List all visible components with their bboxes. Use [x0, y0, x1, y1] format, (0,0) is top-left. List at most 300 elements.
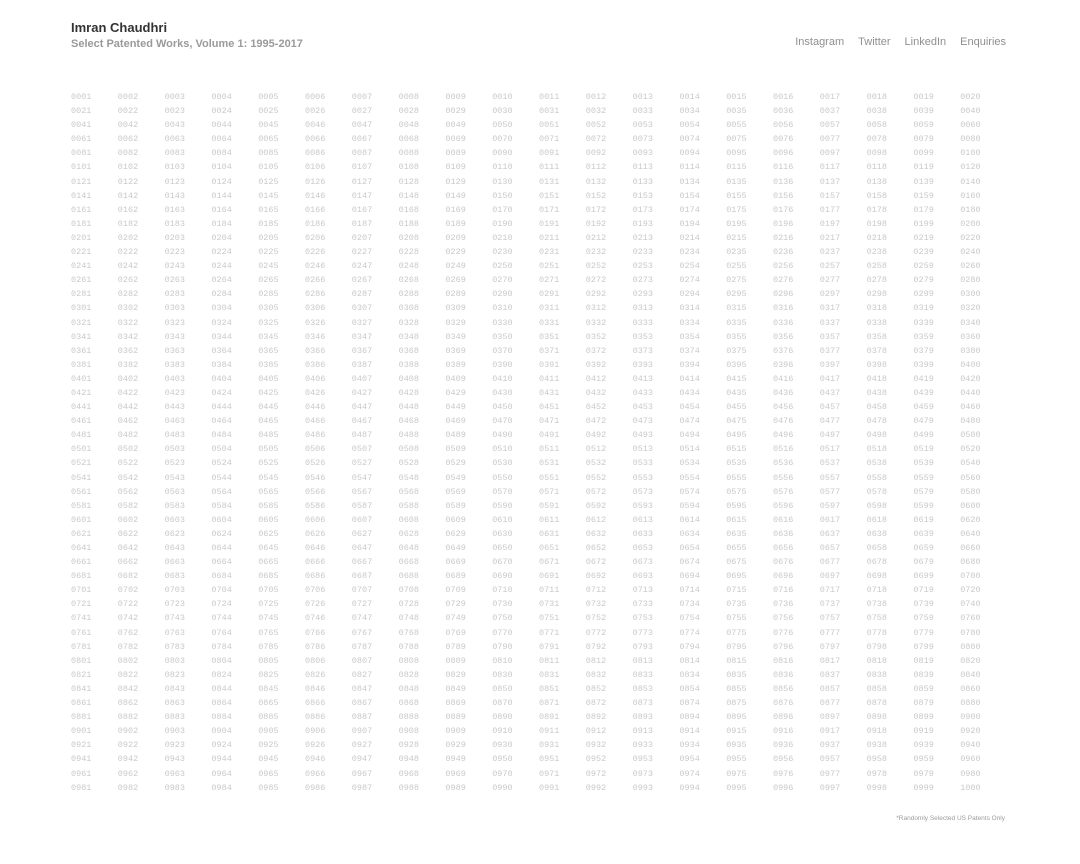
patent-link[interactable]: 0476: [772, 416, 794, 427]
patent-link[interactable]: 0789: [445, 641, 466, 652]
patent-link[interactable]: 0596: [772, 500, 794, 511]
patent-link[interactable]: 0690: [492, 571, 513, 582]
patent-link[interactable]: 0497: [819, 430, 841, 441]
patent-link[interactable]: 0761: [71, 627, 92, 638]
patent-link[interactable]: 0615: [726, 514, 747, 525]
patent-link[interactable]: 0153: [632, 190, 653, 201]
patent-link[interactable]: 0583: [164, 500, 185, 511]
patent-link[interactable]: 0256: [772, 261, 794, 272]
patent-link[interactable]: 0394: [679, 359, 700, 370]
patent-link[interactable]: 0379: [913, 345, 934, 356]
patent-link[interactable]: 0137: [819, 176, 841, 187]
patent-link[interactable]: 0534: [679, 458, 700, 469]
patent-link[interactable]: 0391: [538, 359, 560, 370]
patent-link[interactable]: 0195: [726, 218, 747, 229]
patent-link[interactable]: 0898: [866, 712, 887, 723]
patent-link[interactable]: 0834: [679, 669, 700, 680]
patent-link[interactable]: 0477: [819, 416, 841, 427]
patent-link[interactable]: 0158: [866, 190, 887, 201]
patent-link[interactable]: 0209: [445, 232, 466, 243]
patent-link[interactable]: 0984: [211, 782, 232, 793]
patent-link[interactable]: 0089: [445, 148, 466, 159]
patent-link[interactable]: 0459: [913, 402, 934, 413]
patent-link[interactable]: 0959: [913, 754, 934, 765]
patent-link[interactable]: 0287: [351, 289, 373, 300]
patent-link[interactable]: 0667: [351, 557, 373, 568]
patent-link[interactable]: 0723: [164, 599, 185, 610]
patent-link[interactable]: 0461: [71, 416, 92, 427]
patent-link[interactable]: 0653: [632, 543, 653, 553]
patent-link[interactable]: 0228: [398, 247, 419, 258]
patent-link[interactable]: 0163: [164, 204, 185, 215]
patent-link[interactable]: 0495: [726, 430, 747, 441]
patent-link[interactable]: 0837: [819, 669, 841, 680]
patent-link[interactable]: 0457: [819, 402, 841, 413]
patent-link[interactable]: 0861: [71, 698, 92, 709]
patent-link[interactable]: 0542: [117, 472, 139, 483]
patent-link[interactable]: 0673: [632, 557, 653, 568]
patent-link[interactable]: 0292: [585, 289, 607, 300]
patent-link[interactable]: 0327: [351, 317, 373, 328]
patent-link[interactable]: 0522: [117, 458, 139, 469]
patent-link[interactable]: 0982: [117, 782, 139, 793]
patent-link[interactable]: 0636: [772, 528, 794, 539]
patent-link[interactable]: 0899: [913, 712, 934, 723]
patent-link[interactable]: 0123: [164, 176, 185, 187]
patent-link[interactable]: 0307: [351, 303, 373, 314]
patent-link[interactable]: 0169: [445, 204, 466, 215]
patent-link[interactable]: 0263: [164, 275, 185, 286]
patent-link[interactable]: 0112: [585, 162, 607, 173]
patent-link[interactable]: 0199: [913, 218, 934, 229]
patent-link[interactable]: 0442: [117, 402, 139, 413]
patent-link[interactable]: 0282: [117, 289, 139, 300]
patent-link[interactable]: 0597: [819, 500, 841, 511]
patent-link[interactable]: 0054: [679, 120, 700, 131]
patent-link[interactable]: 0168: [398, 204, 419, 215]
patent-link[interactable]: 0767: [351, 627, 373, 638]
patent-link[interactable]: 0456: [772, 402, 794, 413]
patent-link[interactable]: 0550: [492, 472, 513, 483]
patent-link[interactable]: 0811: [538, 655, 560, 666]
patent-link[interactable]: 0945: [258, 754, 279, 765]
patent-link[interactable]: 0432: [585, 387, 607, 398]
patent-link[interactable]: 0989: [445, 782, 466, 793]
patent-link[interactable]: 0186: [304, 218, 326, 229]
patent-link[interactable]: 0174: [679, 204, 700, 215]
patent-link[interactable]: 0647: [351, 543, 373, 553]
patent-link[interactable]: 0073: [632, 134, 653, 145]
patent-link[interactable]: 0115: [726, 162, 747, 173]
patent-link[interactable]: 0383: [164, 359, 185, 370]
patent-link[interactable]: 0855: [726, 683, 747, 694]
patent-link[interactable]: 0587: [351, 500, 373, 511]
patent-link[interactable]: 0896: [772, 712, 794, 723]
patent-link[interactable]: 0178: [866, 204, 887, 215]
patent-link[interactable]: 0047: [351, 120, 373, 131]
patent-link[interactable]: 0155: [726, 190, 747, 201]
patent-link[interactable]: 0467: [351, 416, 373, 427]
patent-link[interactable]: 0831: [538, 669, 560, 680]
patent-link[interactable]: 0784: [211, 641, 232, 652]
patent-link[interactable]: 0929: [445, 740, 466, 751]
patent-link[interactable]: 0060: [960, 120, 981, 131]
patent-link[interactable]: 0616: [772, 514, 794, 525]
patent-link[interactable]: 0975: [726, 768, 747, 779]
patent-link[interactable]: 0608: [398, 514, 419, 525]
patent-link[interactable]: 0694: [679, 571, 700, 582]
patent-link[interactable]: 0826: [304, 669, 326, 680]
patent-link[interactable]: 0475: [726, 416, 747, 427]
patent-link[interactable]: 0651: [538, 543, 560, 553]
patent-link[interactable]: 0881: [71, 712, 92, 723]
patent-link[interactable]: 0644: [211, 543, 232, 553]
patent-link[interactable]: 0378: [866, 345, 887, 356]
patent-link[interactable]: 0705: [258, 585, 279, 596]
patent-link[interactable]: 0313: [632, 303, 653, 314]
patent-link[interactable]: 0980: [960, 768, 981, 779]
patent-link[interactable]: 0592: [585, 500, 607, 511]
patent-link[interactable]: 0581: [71, 500, 92, 511]
patent-link[interactable]: 0517: [819, 444, 841, 455]
patent-link[interactable]: 0544: [211, 472, 232, 483]
patent-link[interactable]: 0737: [819, 599, 841, 610]
patent-link[interactable]: 0742: [117, 613, 139, 624]
patent-link[interactable]: 0317: [819, 303, 841, 314]
patent-link[interactable]: 0689: [445, 571, 466, 582]
patent-link[interactable]: 0766: [304, 627, 326, 638]
patent-link[interactable]: 0302: [117, 303, 139, 314]
patent-link[interactable]: 0100: [960, 148, 981, 159]
patent-link[interactable]: 0117: [819, 162, 841, 173]
patent-link[interactable]: 0393: [632, 359, 653, 370]
patent-link[interactable]: 0306: [304, 303, 326, 314]
patent-link[interactable]: 0879: [913, 698, 934, 709]
patent-link[interactable]: 0335: [726, 317, 747, 328]
patent-link[interactable]: 0129: [445, 176, 466, 187]
patent-link[interactable]: 0998: [866, 782, 887, 793]
patent-link[interactable]: 0865: [258, 698, 279, 709]
patent-link[interactable]: 0937: [819, 740, 841, 751]
patent-link[interactable]: 0029: [445, 106, 466, 117]
patent-link[interactable]: 0799: [913, 641, 934, 652]
patent-link[interactable]: 0266: [304, 275, 326, 286]
patent-link[interactable]: 0693: [632, 571, 653, 582]
patent-link[interactable]: 0620: [960, 514, 981, 525]
patent-link[interactable]: 0281: [71, 289, 92, 300]
patent-link[interactable]: 0139: [913, 176, 934, 187]
patent-link[interactable]: 0787: [351, 641, 373, 652]
patent-link[interactable]: 0846: [304, 683, 326, 694]
patent-link[interactable]: 0780: [960, 627, 981, 638]
patent-link[interactable]: 0571: [538, 486, 560, 497]
patent-link[interactable]: 0614: [679, 514, 700, 525]
patent-link[interactable]: 0152: [585, 190, 607, 201]
patent-link[interactable]: 0580: [960, 486, 981, 497]
patent-link[interactable]: 0240: [960, 247, 981, 258]
patent-link[interactable]: 0880: [960, 698, 981, 709]
patent-link[interactable]: 0944: [211, 754, 232, 765]
patent-link[interactable]: 0446: [304, 402, 326, 413]
patent-link[interactable]: 0120: [960, 162, 981, 173]
patent-link[interactable]: 0213: [632, 232, 653, 243]
patent-link[interactable]: 0672: [585, 557, 607, 568]
patent-link[interactable]: 0988: [398, 782, 419, 793]
patent-link[interactable]: 0926: [304, 740, 326, 751]
patent-link[interactable]: 0083: [164, 148, 185, 159]
patent-link[interactable]: 0191: [538, 218, 560, 229]
patent-link[interactable]: 0087: [351, 148, 373, 159]
patent-link[interactable]: 0708: [398, 585, 419, 596]
patent-link[interactable]: 0150: [492, 190, 513, 201]
patent-link[interactable]: 0519: [913, 444, 934, 455]
patent-link[interactable]: 0430: [492, 387, 513, 398]
patent-link[interactable]: 0536: [772, 458, 794, 469]
patent-link[interactable]: 0312: [585, 303, 607, 314]
patent-link[interactable]: 0387: [351, 359, 373, 370]
patent-link[interactable]: 0908: [398, 726, 419, 737]
patent-link[interactable]: 0921: [71, 740, 92, 751]
patent-link[interactable]: 0160: [960, 190, 981, 201]
patent-link[interactable]: 0221: [71, 247, 92, 258]
patent-link[interactable]: 0824: [211, 669, 232, 680]
patent-link[interactable]: 0431: [538, 387, 560, 398]
patent-link[interactable]: 0051: [538, 120, 560, 131]
patent-link[interactable]: 0560: [960, 472, 981, 483]
patent-link[interactable]: 0417: [819, 373, 841, 384]
patent-link[interactable]: 0650: [492, 543, 513, 553]
patent-link[interactable]: 0205: [258, 232, 279, 243]
patent-link[interactable]: 0943: [164, 754, 185, 765]
patent-link[interactable]: 0295: [726, 289, 747, 300]
patent-link[interactable]: 0374: [679, 345, 700, 356]
patent-link[interactable]: 0569: [445, 486, 466, 497]
patent-link[interactable]: 0108: [398, 162, 419, 173]
patent-link[interactable]: 0872: [585, 698, 607, 709]
patent-link[interactable]: 0214: [679, 232, 700, 243]
patent-link[interactable]: 0956: [772, 754, 794, 765]
patent-link[interactable]: 0451: [538, 402, 560, 413]
patent-link[interactable]: 0794: [679, 641, 700, 652]
patent-link[interactable]: 0985: [258, 782, 279, 793]
patent-link[interactable]: 0474: [679, 416, 700, 427]
patent-link[interactable]: 0702: [117, 585, 139, 596]
patent-link[interactable]: 0466: [304, 416, 326, 427]
patent-link[interactable]: 0526: [304, 458, 326, 469]
patent-link[interactable]: 0916: [772, 726, 794, 737]
patent-link[interactable]: 0039: [913, 106, 934, 117]
patent-link[interactable]: 0148: [398, 190, 419, 201]
patent-link[interactable]: 0316: [772, 303, 794, 314]
patent-link[interactable]: 0323: [164, 317, 185, 328]
patent-link[interactable]: 0955: [726, 754, 747, 765]
patent-link[interactable]: 0721: [71, 599, 92, 610]
patent-link[interactable]: 0757: [819, 613, 841, 624]
patent-link[interactable]: 0537: [819, 458, 841, 469]
patent-link[interactable]: 0407: [351, 373, 373, 384]
patent-link[interactable]: 0967: [351, 768, 373, 779]
patent-link[interactable]: 0356: [772, 331, 794, 342]
patent-link[interactable]: 0161: [71, 204, 92, 215]
patent-link[interactable]: 0856: [772, 683, 794, 694]
patent-link[interactable]: 0909: [445, 726, 466, 737]
patent-link[interactable]: 0216: [772, 232, 794, 243]
patent-link[interactable]: 0223: [164, 247, 185, 258]
patent-link[interactable]: 0556: [772, 472, 794, 483]
patent-link[interactable]: 0871: [538, 698, 560, 709]
patent-link[interactable]: 0105: [258, 162, 279, 173]
patent-link[interactable]: 0925: [258, 740, 279, 751]
patent-link[interactable]: 0333: [632, 317, 653, 328]
patent-link[interactable]: 0649: [445, 543, 466, 553]
patent-link[interactable]: 0271: [538, 275, 560, 286]
patent-link[interactable]: 0573: [632, 486, 653, 497]
patent-link[interactable]: 0821: [71, 669, 92, 680]
patent-link[interactable]: 0067: [351, 134, 373, 145]
patent-link[interactable]: 0289: [445, 289, 466, 300]
patent-link[interactable]: 0145: [258, 190, 279, 201]
patent-link[interactable]: 0772: [585, 627, 607, 638]
patent-link[interactable]: 0970: [492, 768, 513, 779]
patent-link[interactable]: 0375: [726, 345, 747, 356]
patent-link[interactable]: 0610: [492, 514, 513, 525]
patent-link[interactable]: 0070: [492, 134, 513, 145]
patent-link[interactable]: 0957: [819, 754, 841, 765]
patent-link[interactable]: 0888: [398, 712, 419, 723]
patent-link[interactable]: 0483: [164, 430, 185, 441]
patent-link[interactable]: 0969: [445, 768, 466, 779]
patent-link[interactable]: 0113: [632, 162, 653, 173]
patent-link[interactable]: 0489: [445, 430, 466, 441]
patent-link[interactable]: 0717: [819, 585, 841, 596]
patent-link[interactable]: 0164: [211, 204, 232, 215]
patent-link[interactable]: 0900: [960, 712, 981, 723]
patent-link[interactable]: 0785: [258, 641, 279, 652]
patent-link[interactable]: 0336: [772, 317, 794, 328]
patent-link[interactable]: 0838: [866, 669, 887, 680]
patent-link[interactable]: 0491: [538, 430, 560, 441]
patent-link[interactable]: 0902: [117, 726, 139, 737]
patent-link[interactable]: 0259: [913, 261, 934, 272]
patent-link[interactable]: 0511: [538, 444, 560, 455]
patent-link[interactable]: 0981: [71, 782, 92, 793]
patent-link[interactable]: 0420: [960, 373, 981, 384]
patent-link[interactable]: 0080: [960, 134, 981, 145]
patent-link[interactable]: 0421: [71, 387, 92, 398]
patent-link[interactable]: 0841: [71, 683, 92, 694]
patent-link[interactable]: 0405: [258, 373, 279, 384]
patent-link[interactable]: 0972: [585, 768, 607, 779]
patent-link[interactable]: 0300: [960, 289, 981, 300]
patent-link[interactable]: 0707: [351, 585, 373, 596]
patent-link[interactable]: 0350: [492, 331, 513, 342]
patent-link[interactable]: 0577: [819, 486, 841, 497]
patent-link[interactable]: 0435: [726, 387, 747, 398]
patent-link[interactable]: 0630: [492, 528, 513, 539]
patent-link[interactable]: 0156: [772, 190, 794, 201]
patent-link[interactable]: 0334: [679, 317, 700, 328]
patent-link[interactable]: 0788: [398, 641, 419, 652]
patent-link[interactable]: 0496: [772, 430, 794, 441]
patent-link[interactable]: 0241: [71, 261, 92, 272]
patent-link[interactable]: 0277: [819, 275, 841, 286]
patent-link[interactable]: 0971: [538, 768, 560, 779]
patent-link[interactable]: 0444: [211, 402, 232, 413]
patent-link[interactable]: 0268: [398, 275, 419, 286]
patent-link[interactable]: 0061: [71, 134, 92, 145]
patent-link[interactable]: 0977: [819, 768, 841, 779]
patent-link[interactable]: 0763: [164, 627, 185, 638]
patent-link[interactable]: 0669: [445, 557, 466, 568]
patent-link[interactable]: 0441: [71, 402, 92, 413]
patent-link[interactable]: 0192: [585, 218, 607, 229]
patent-link[interactable]: 0624: [211, 528, 232, 539]
patent-link[interactable]: 0267: [351, 275, 373, 286]
patent-link[interactable]: 0172: [585, 204, 607, 215]
patent-link[interactable]: 0860: [960, 683, 981, 694]
patent-link[interactable]: 0987: [351, 782, 373, 793]
patent-link[interactable]: 0849: [445, 683, 466, 694]
patent-link[interactable]: 0465: [258, 416, 279, 427]
patent-link[interactable]: 0140: [960, 176, 981, 187]
patent-link[interactable]: 0679: [913, 557, 934, 568]
patent-link[interactable]: 0290: [492, 289, 513, 300]
patent-link[interactable]: 0566: [304, 486, 326, 497]
patent-link[interactable]: 0305: [258, 303, 279, 314]
patent-link[interactable]: 0629: [445, 528, 466, 539]
patent-link[interactable]: 0118: [866, 162, 887, 173]
patent-link[interactable]: 0585: [258, 500, 279, 511]
patent-link[interactable]: 0895: [726, 712, 747, 723]
patent-link[interactable]: 0493: [632, 430, 653, 441]
patent-link[interactable]: 0018: [866, 92, 887, 102]
patent-link[interactable]: 0901: [71, 726, 92, 737]
patent-link[interactable]: 0755: [726, 613, 747, 624]
patent-link[interactable]: 0310: [492, 303, 513, 314]
patent-link[interactable]: 0003: [164, 92, 185, 102]
patent-link[interactable]: 0254: [679, 261, 700, 272]
patent-link[interactable]: 0190: [492, 218, 513, 229]
patent-link[interactable]: 0562: [117, 486, 139, 497]
patent-link[interactable]: 0800: [960, 641, 981, 652]
patent-link[interactable]: 0225: [258, 247, 279, 258]
patent-link[interactable]: 0682: [117, 571, 139, 582]
patent-link[interactable]: 0219: [913, 232, 934, 243]
patent-link[interactable]: 0479: [913, 416, 934, 427]
patent-link[interactable]: 0578: [866, 486, 887, 497]
patent-link[interactable]: 0341: [71, 331, 92, 342]
patent-link[interactable]: 0906: [304, 726, 326, 737]
patent-link[interactable]: 0559: [913, 472, 934, 483]
patent-link[interactable]: 0825: [258, 669, 279, 680]
patent-link[interactable]: 0655: [726, 543, 747, 553]
patent-link[interactable]: 0886: [304, 712, 326, 723]
patent-link[interactable]: 0237: [819, 247, 841, 258]
patent-link[interactable]: 0912: [585, 726, 607, 737]
patent-link[interactable]: 0703: [164, 585, 185, 596]
patent-link[interactable]: 0062: [117, 134, 139, 145]
patent-link[interactable]: 0891: [538, 712, 560, 723]
patent-link[interactable]: 0463: [164, 416, 185, 427]
patent-link[interactable]: 0185: [258, 218, 279, 229]
patent-link[interactable]: 0884: [211, 712, 232, 723]
patent-link[interactable]: 0255: [726, 261, 747, 272]
patent-link[interactable]: 0540: [960, 458, 981, 469]
patent-link[interactable]: 0890: [492, 712, 513, 723]
patent-link[interactable]: 0023: [164, 106, 185, 117]
patent-link[interactable]: 0588: [398, 500, 419, 511]
patent-link[interactable]: 0951: [538, 754, 560, 765]
